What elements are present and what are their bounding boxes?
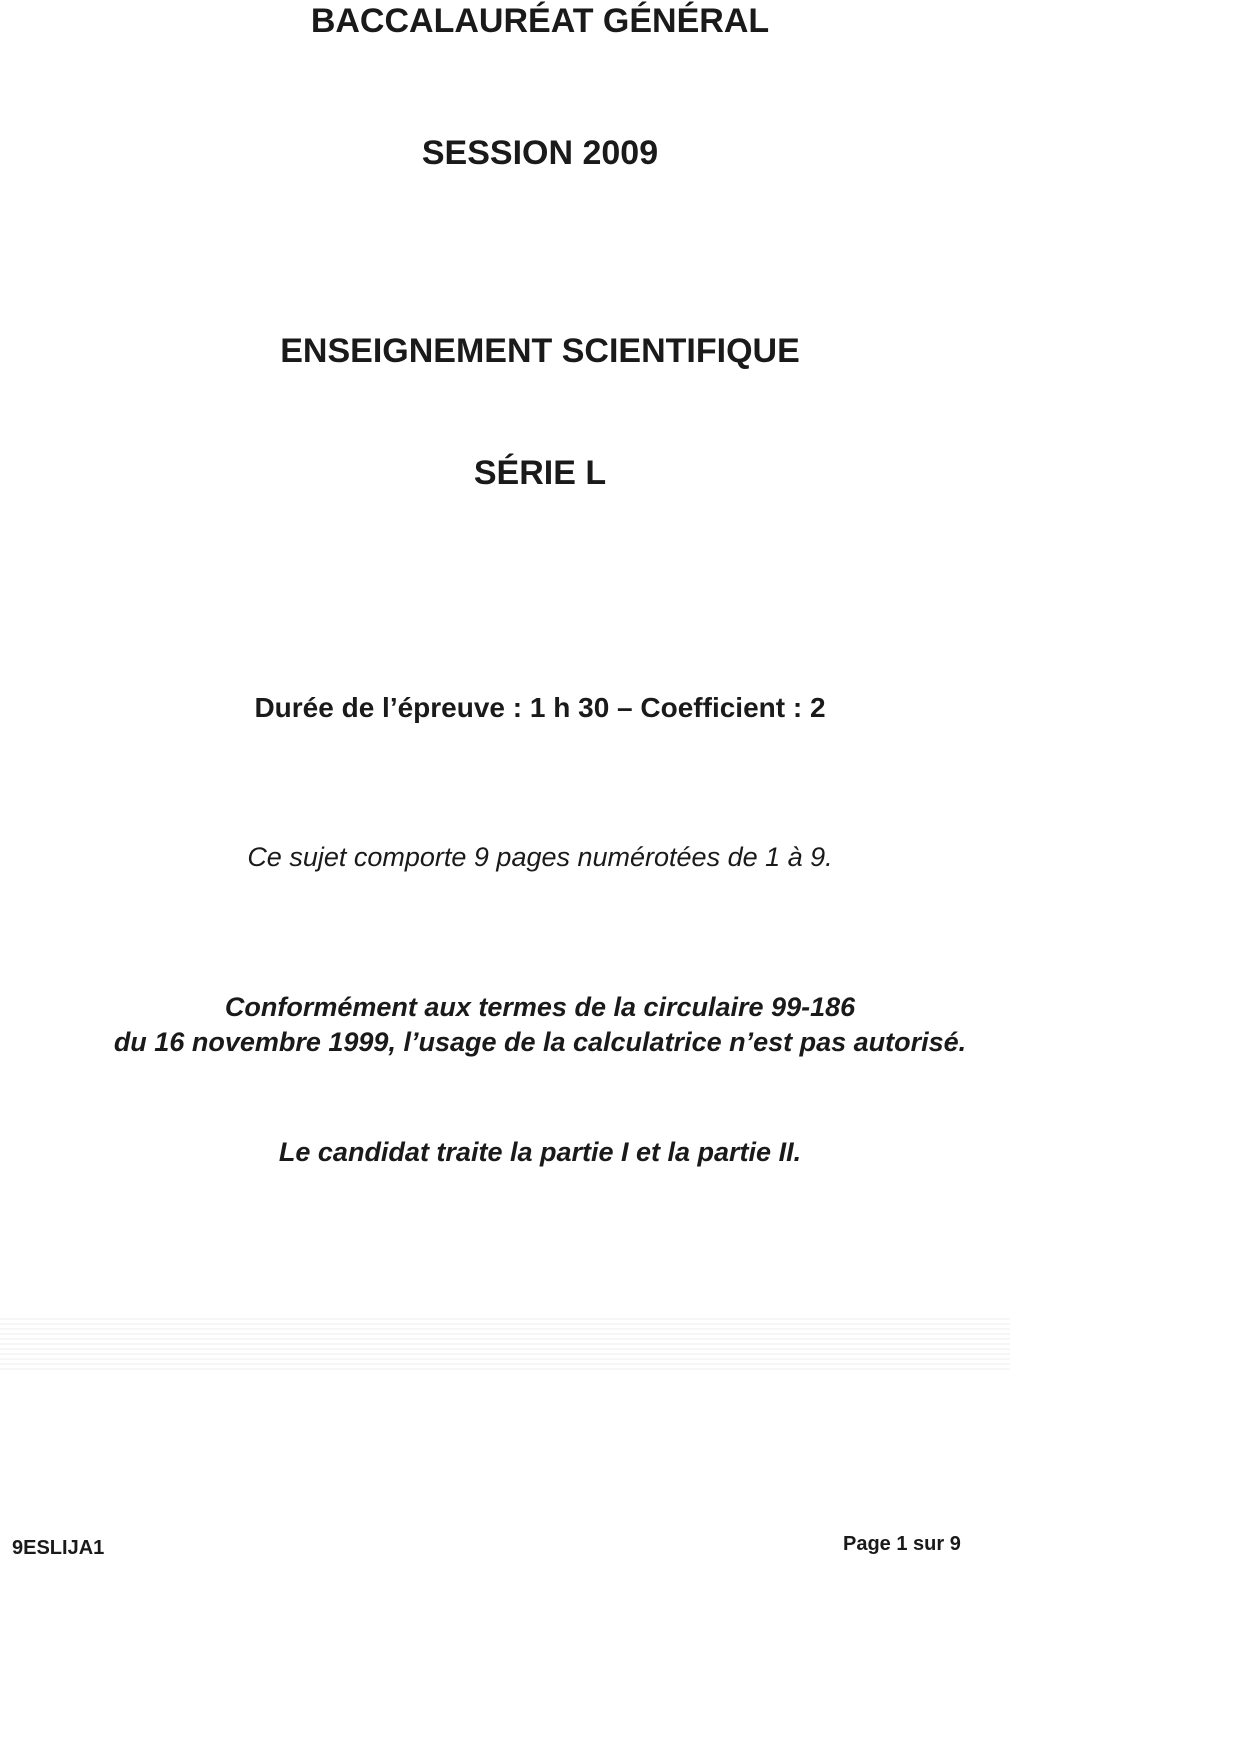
calculator-rule-line1: Conformément aux termes de la circulaire 99-186 (224, 992, 856, 1022)
document-code: 9ESLIJA1 (12, 1537, 105, 1559)
series-title: SÉRIE L (473, 454, 607, 492)
scan-artifact (0, 1318, 1010, 1370)
subject-title: ENSEIGNEMENT SCIENTIFIQUE (280, 332, 800, 370)
page-number: Page 1 sur 9 (843, 1533, 961, 1555)
session-title: SESSION 2009 (421, 134, 659, 172)
pages-note: Ce sujet comporte 9 pages numérotées de 1 à 9. (247, 842, 833, 872)
exam-title: BACCALAURÉAT GÉNÉRAL (310, 2, 770, 40)
candidate-instructions: Le candidat traite la partie I et la partie II. (278, 1137, 802, 1167)
calculator-rule-line2: du 16 novembre 1999, l’usage de la calculatrice n’est pas autorisé. (113, 1027, 967, 1057)
duration-coefficient: Durée de l’épreuve : 1 h 30 – Coefficient : 2 (254, 692, 826, 723)
